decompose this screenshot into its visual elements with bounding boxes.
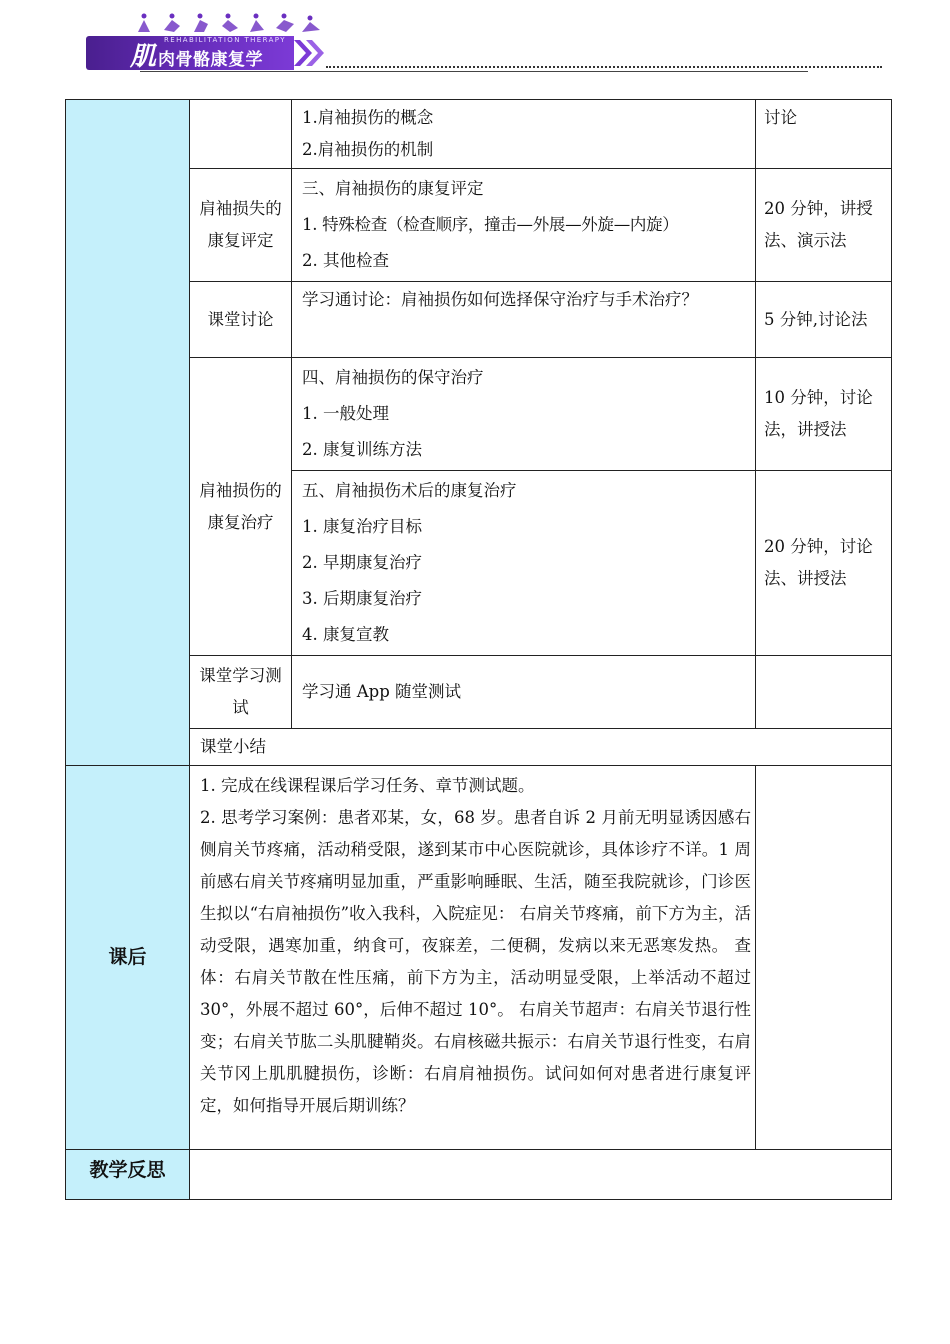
header-dotted-rule bbox=[326, 66, 882, 68]
method-text: 20 分钟，讲授法、演示法 bbox=[764, 199, 873, 250]
content-line: 1. 康复治疗目标 bbox=[302, 517, 422, 536]
after-class-item: 2. 思考学习案例：患者邓某，女，68 岁。患者自诉 2 月前无明显诱因感右侧肩关节疼痛，活动稍受限，遂到某市中心医院就诊，具体诊疗不详。1 周前感右肩关节疼痛明显加重，严重影响睡眠、生活，随至我院就诊，门诊医生拟以“右肩袖损伤”收入我科，入院症见： 右肩关节疼痛，前下方为主，活动受限，遇寒加重，纳食可，夜寐差，二便稠，发病以来无恶寒发热。 查体：右肩关节散在性压痛，前下方为主，活动明显受限，上举活动不超过 30°，外展不超过 60°，后伸不超过 10°。 右肩关节超声：右肩关节退行性变；右肩关节肱二头肌腱鞘炎。右肩核磁共振示：右肩关节退行性变，右肩关节冈上肌肌腱损伤，诊断：右肩肩袖损伤。试问如何对患者进行康复评定，如何指导开展后期训练？ bbox=[200, 808, 751, 1115]
table-row bbox=[66, 169, 892, 282]
method-cell bbox=[756, 282, 892, 358]
topic-text: 课堂讨论 bbox=[207, 309, 274, 329]
method-cell bbox=[756, 471, 892, 656]
content-cell bbox=[292, 100, 756, 169]
content-line: 四、肩袖损伤的保守治疗 bbox=[302, 368, 484, 387]
table-row bbox=[66, 100, 892, 169]
method-cell bbox=[756, 100, 892, 169]
content-cell bbox=[292, 471, 756, 656]
summary-cell bbox=[190, 729, 892, 766]
after-class-label: 课后 bbox=[108, 946, 147, 968]
logo-text: 肉骨骼康复学 bbox=[158, 50, 263, 70]
chevron-right-icon bbox=[292, 38, 326, 68]
content-line: 4. 康复宣教 bbox=[302, 625, 389, 644]
after-class-method-cell bbox=[756, 766, 892, 1150]
content-line: 三、肩袖损伤的康复评定 bbox=[302, 179, 484, 198]
logo-big-char: 肌 bbox=[130, 42, 157, 72]
header-logo bbox=[86, 12, 326, 72]
content-line: 1.肩袖损伤的概念 bbox=[302, 108, 434, 127]
table-row bbox=[66, 656, 892, 729]
logo-subtitle: REHABILITATION THERAPY bbox=[164, 36, 286, 44]
method-cell bbox=[756, 169, 892, 282]
method-text: 10 分钟，讨论法，讲授法 bbox=[764, 388, 873, 439]
content-text: 学习通讨论：肩袖损伤如何选择保守治疗与手术治疗？ bbox=[302, 290, 698, 309]
athletes-figures-icon bbox=[134, 12, 324, 34]
content-line: 五、肩袖损伤术后的康复治疗 bbox=[302, 481, 517, 500]
topic-text: 肩袖损失的康复评定 bbox=[199, 199, 282, 250]
method-text: 讨论 bbox=[764, 108, 797, 127]
content-line: 1. 一般处理 bbox=[302, 404, 389, 423]
content-line: 1. 特殊检查（检查顺序，撞击—外展—外旋—内旋） bbox=[302, 215, 679, 234]
content-cell bbox=[292, 282, 756, 358]
table-row bbox=[66, 282, 892, 358]
side-cell-reflection bbox=[66, 1150, 190, 1200]
after-class-content bbox=[190, 766, 756, 1150]
topic-text: 课堂学习测试 bbox=[199, 666, 282, 717]
table-row bbox=[66, 358, 892, 471]
topic-cell bbox=[190, 358, 292, 656]
topic-cell bbox=[190, 656, 292, 729]
side-cell-in-class bbox=[66, 100, 190, 766]
header-rule bbox=[140, 71, 808, 72]
reflection-content bbox=[190, 1150, 892, 1200]
content-line: 2. 其他检查 bbox=[302, 251, 389, 270]
method-text: 20 分钟，讨论法、讲授法 bbox=[764, 537, 873, 588]
content-cell bbox=[292, 358, 756, 471]
side-cell-after-class bbox=[66, 766, 190, 1150]
summary-text: 课堂小结 bbox=[200, 737, 266, 756]
method-cell bbox=[756, 656, 892, 729]
method-cell bbox=[756, 358, 892, 471]
topic-text: 肩袖损伤的康复治疗 bbox=[199, 480, 282, 532]
content-line: 2.肩袖损伤的机制 bbox=[302, 140, 434, 159]
content-text: 学习通 App 随堂测试 bbox=[302, 682, 462, 701]
content-line: 2. 早期康复治疗 bbox=[302, 553, 422, 572]
topic-cell-empty bbox=[190, 100, 292, 169]
topic-cell bbox=[190, 169, 292, 282]
table-row bbox=[66, 766, 892, 1150]
content-cell bbox=[292, 169, 756, 282]
method-text: 5 分钟,讨论法 bbox=[764, 309, 868, 329]
table-row bbox=[66, 1150, 892, 1200]
topic-cell bbox=[190, 282, 292, 358]
reflection-label: 教学反思 bbox=[89, 1159, 166, 1181]
content-line: 3. 后期康复治疗 bbox=[302, 589, 422, 608]
table-row bbox=[66, 729, 892, 766]
after-class-item: 1. 完成在线课程课后学习任务、章节测试题。 bbox=[200, 776, 535, 795]
content-line: 2. 康复训练方法 bbox=[302, 440, 422, 459]
lesson-plan-table bbox=[65, 99, 892, 1200]
content-cell bbox=[292, 656, 756, 729]
